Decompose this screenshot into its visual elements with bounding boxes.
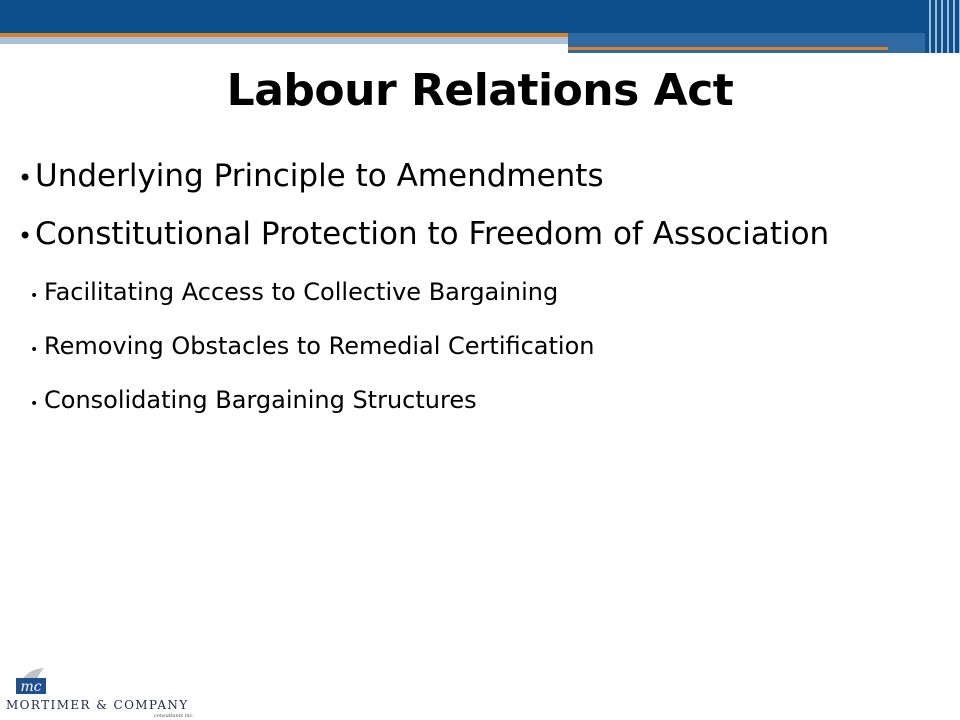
header-right-accent xyxy=(568,47,888,50)
sub-bullet-item xyxy=(18,386,948,440)
bullet-dot-icon: • xyxy=(18,164,33,192)
sub-bullet-dot-icon: • xyxy=(30,342,39,358)
bullet-text: Underlying Principle to Amendments xyxy=(35,158,604,194)
header-stripes xyxy=(925,0,960,53)
sub-bullet-dot-icon: • xyxy=(30,288,39,304)
bullet-list xyxy=(18,158,948,440)
sub-bullet-dot-icon: • xyxy=(30,396,39,412)
slide-title: Labour Relations Act xyxy=(226,65,734,116)
logo-company-name: MORTIMER & COMPANY xyxy=(6,698,189,712)
logo-tagline: consultants inc. xyxy=(154,713,194,719)
bullet-item xyxy=(18,216,948,274)
bullet-dot-icon: • xyxy=(18,222,33,250)
company-logo xyxy=(6,662,196,718)
sub-bullet-text: Facilitating Access to Collective Bargaining xyxy=(44,278,559,306)
header-band xyxy=(0,0,960,33)
sub-bullet-item xyxy=(18,278,948,332)
mc-monogram-icon xyxy=(14,664,50,698)
bullet-item xyxy=(18,158,948,216)
bullet-text: Constitutional Protection to Freedom of Association xyxy=(35,216,830,252)
sub-bullet-item xyxy=(18,332,948,386)
sub-bullet-text: Removing Obstacles to Remedial Certification xyxy=(44,332,595,360)
sub-bullet-text: Consolidating Bargaining Structures xyxy=(44,386,477,414)
header-right-panel xyxy=(568,33,960,53)
logo-monogram: mc xyxy=(20,679,42,695)
header-accent-light-blue xyxy=(0,37,568,44)
